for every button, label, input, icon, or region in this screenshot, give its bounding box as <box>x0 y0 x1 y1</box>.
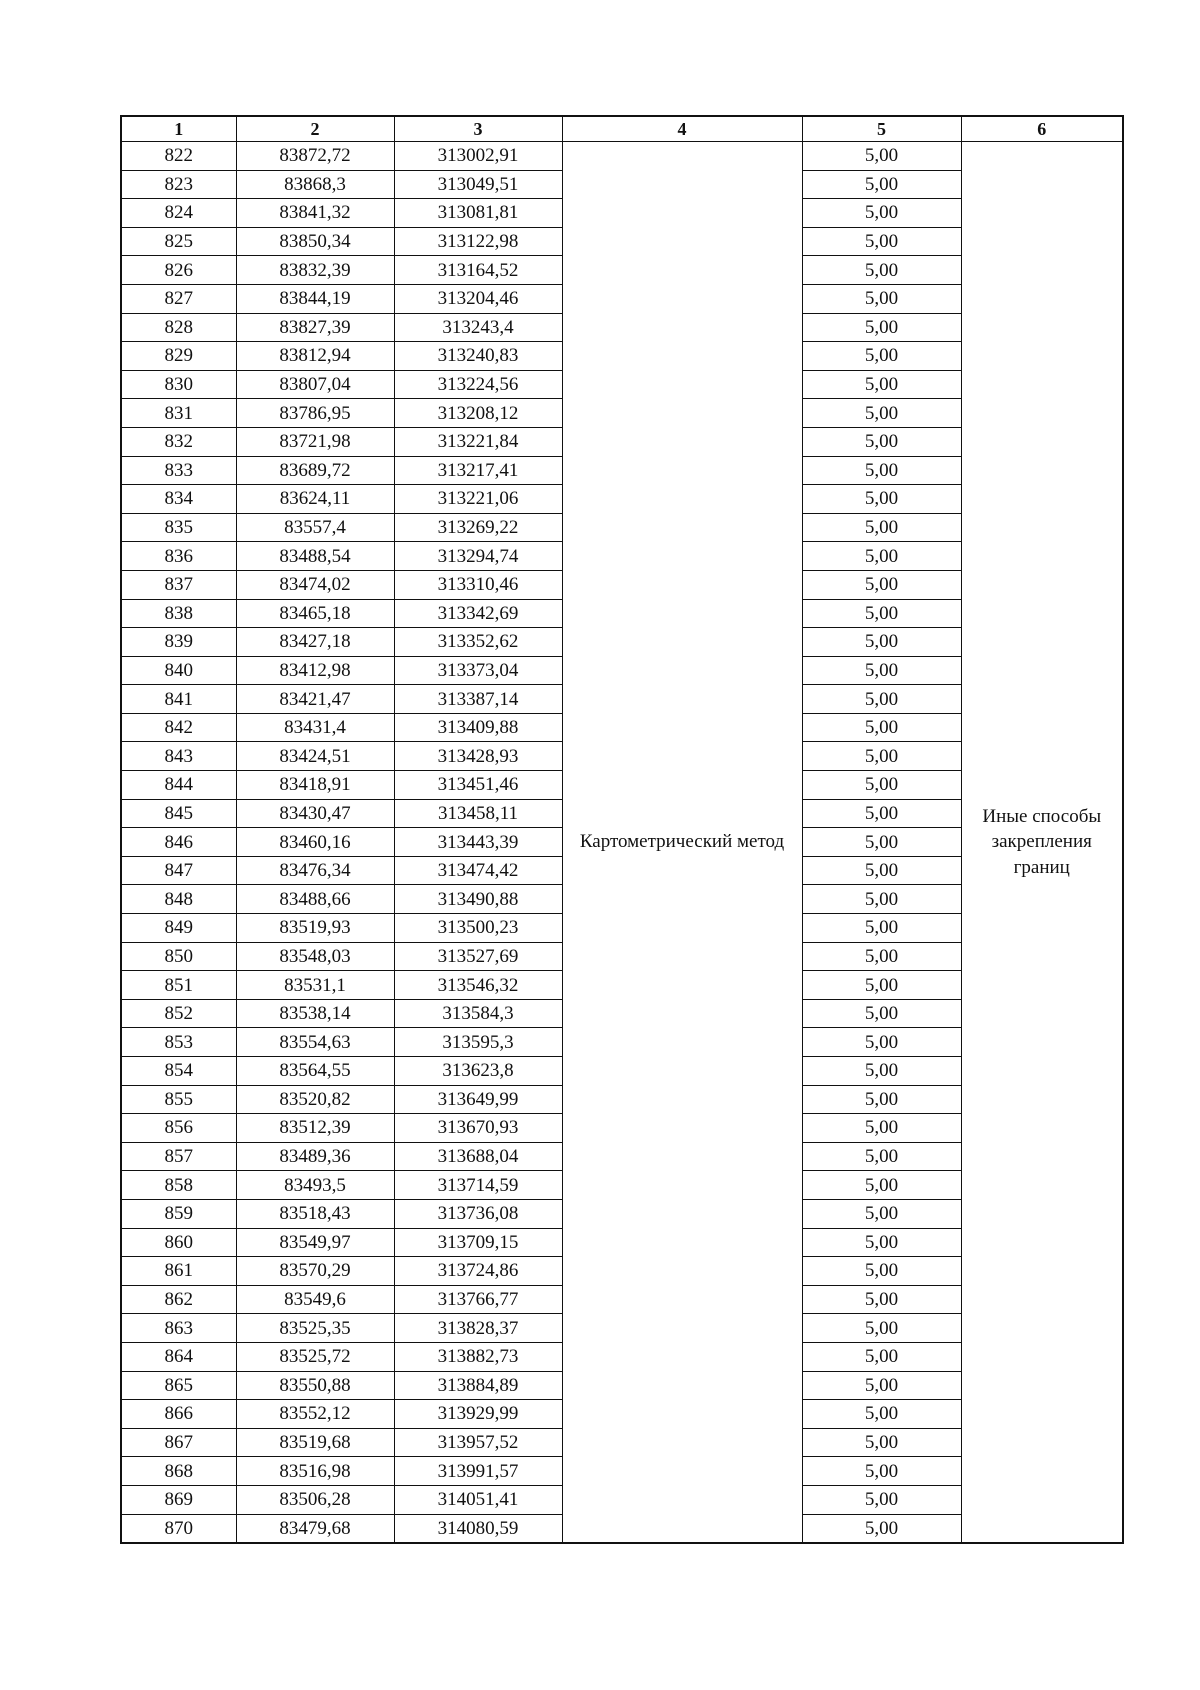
coord-x: 83516,98 <box>236 1457 394 1486</box>
point-number: 870 <box>121 1514 236 1543</box>
coord-x: 83412,98 <box>236 656 394 685</box>
coord-x: 83474,02 <box>236 570 394 599</box>
coord-x: 83512,39 <box>236 1114 394 1143</box>
coord-x: 83431,4 <box>236 713 394 742</box>
precision: 5,00 <box>802 1514 961 1543</box>
coord-y: 313310,46 <box>394 570 562 599</box>
coord-x: 83570,29 <box>236 1257 394 1286</box>
precision: 5,00 <box>802 370 961 399</box>
precision: 5,00 <box>802 856 961 885</box>
precision: 5,00 <box>802 1142 961 1171</box>
header-col-4: 4 <box>562 116 802 142</box>
header-col-5: 5 <box>802 116 961 142</box>
precision: 5,00 <box>802 513 961 542</box>
point-number: 850 <box>121 942 236 971</box>
coord-x: 83872,72 <box>236 142 394 171</box>
coord-y: 313081,81 <box>394 199 562 228</box>
coord-y: 313342,69 <box>394 599 562 628</box>
point-number: 856 <box>121 1114 236 1143</box>
precision: 5,00 <box>802 828 961 857</box>
coord-y: 313204,46 <box>394 284 562 313</box>
precision: 5,00 <box>802 1199 961 1228</box>
point-number: 840 <box>121 656 236 685</box>
header-col-2: 2 <box>236 116 394 142</box>
coord-x: 83557,4 <box>236 513 394 542</box>
point-number: 831 <box>121 399 236 428</box>
coord-y: 313294,74 <box>394 542 562 571</box>
coord-x: 83430,47 <box>236 799 394 828</box>
coord-x: 83721,98 <box>236 427 394 456</box>
precision: 5,00 <box>802 1171 961 1200</box>
coord-x: 83868,3 <box>236 170 394 199</box>
coord-y: 313474,42 <box>394 856 562 885</box>
precision: 5,00 <box>802 542 961 571</box>
coord-y: 313991,57 <box>394 1457 562 1486</box>
point-number: 839 <box>121 628 236 657</box>
point-number: 846 <box>121 828 236 857</box>
point-number: 836 <box>121 542 236 571</box>
coord-y: 313490,88 <box>394 885 562 914</box>
precision: 5,00 <box>802 170 961 199</box>
coordinates-table <box>120 115 1124 1544</box>
point-number: 868 <box>121 1457 236 1486</box>
point-number: 852 <box>121 999 236 1028</box>
point-number: 858 <box>121 1171 236 1200</box>
precision: 5,00 <box>802 656 961 685</box>
coord-y: 314051,41 <box>394 1485 562 1514</box>
coord-x: 83489,36 <box>236 1142 394 1171</box>
precision: 5,00 <box>802 570 961 599</box>
coord-y: 313595,3 <box>394 1028 562 1057</box>
coord-y: 313584,3 <box>394 999 562 1028</box>
coord-x: 83493,5 <box>236 1171 394 1200</box>
precision: 5,00 <box>802 1314 961 1343</box>
precision: 5,00 <box>802 456 961 485</box>
coord-x: 83564,55 <box>236 1057 394 1086</box>
coord-y: 313724,86 <box>394 1257 562 1286</box>
point-number: 866 <box>121 1400 236 1429</box>
fixing-method-text: Иные способы закрепления границ <box>982 805 1102 878</box>
point-number: 837 <box>121 570 236 599</box>
point-number: 823 <box>121 170 236 199</box>
coord-x: 83807,04 <box>236 370 394 399</box>
coord-x: 83518,43 <box>236 1199 394 1228</box>
coord-y: 313443,39 <box>394 828 562 857</box>
coord-x: 83827,39 <box>236 313 394 342</box>
precision: 5,00 <box>802 1285 961 1314</box>
point-number: 827 <box>121 284 236 313</box>
point-number: 867 <box>121 1428 236 1457</box>
precision: 5,00 <box>802 799 961 828</box>
coord-x: 83488,54 <box>236 542 394 571</box>
precision: 5,00 <box>802 1400 961 1429</box>
coord-y: 313527,69 <box>394 942 562 971</box>
point-number: 822 <box>121 142 236 171</box>
precision: 5,00 <box>802 485 961 514</box>
coord-y: 314080,59 <box>394 1514 562 1543</box>
point-number: 864 <box>121 1342 236 1371</box>
coord-x: 83548,03 <box>236 942 394 971</box>
precision: 5,00 <box>802 628 961 657</box>
coord-x: 83550,88 <box>236 1371 394 1400</box>
precision: 5,00 <box>802 227 961 256</box>
coord-x: 83549,6 <box>236 1285 394 1314</box>
header-col-6: 6 <box>961 116 1123 142</box>
precision: 5,00 <box>802 713 961 742</box>
coord-x: 83427,18 <box>236 628 394 657</box>
coord-y: 313387,14 <box>394 685 562 714</box>
precision: 5,00 <box>802 599 961 628</box>
point-number: 829 <box>121 342 236 371</box>
coord-x: 83624,11 <box>236 485 394 514</box>
point-number: 855 <box>121 1085 236 1114</box>
method-cell: Картометрический метод <box>562 142 802 1544</box>
point-number: 860 <box>121 1228 236 1257</box>
fixing-method-cell <box>961 142 1123 1544</box>
coord-x: 83488,66 <box>236 885 394 914</box>
coord-x: 83525,35 <box>236 1314 394 1343</box>
coord-y: 313352,62 <box>394 628 562 657</box>
precision: 5,00 <box>802 742 961 771</box>
point-number: 845 <box>121 799 236 828</box>
coord-y: 313224,56 <box>394 370 562 399</box>
coord-y: 313409,88 <box>394 713 562 742</box>
coord-y: 313221,06 <box>394 485 562 514</box>
coord-x: 83424,51 <box>236 742 394 771</box>
coord-y: 313373,04 <box>394 656 562 685</box>
coord-y: 313500,23 <box>394 914 562 943</box>
coord-y: 313458,11 <box>394 799 562 828</box>
coord-x: 83689,72 <box>236 456 394 485</box>
coord-y: 313546,32 <box>394 971 562 1000</box>
coord-x: 83506,28 <box>236 1485 394 1514</box>
precision: 5,00 <box>802 256 961 285</box>
precision: 5,00 <box>802 199 961 228</box>
precision: 5,00 <box>802 1057 961 1086</box>
point-number: 854 <box>121 1057 236 1086</box>
point-number: 859 <box>121 1199 236 1228</box>
coord-y: 313243,4 <box>394 313 562 342</box>
coord-y: 313208,12 <box>394 399 562 428</box>
point-number: 869 <box>121 1485 236 1514</box>
point-number: 849 <box>121 914 236 943</box>
point-number: 830 <box>121 370 236 399</box>
coord-y: 313766,77 <box>394 1285 562 1314</box>
point-number: 838 <box>121 599 236 628</box>
coord-y: 313714,59 <box>394 1171 562 1200</box>
point-number: 865 <box>121 1371 236 1400</box>
header-col-1: 1 <box>121 116 236 142</box>
coord-x: 83554,63 <box>236 1028 394 1057</box>
precision: 5,00 <box>802 399 961 428</box>
point-number: 824 <box>121 199 236 228</box>
coord-x: 83531,1 <box>236 971 394 1000</box>
coord-y: 313451,46 <box>394 771 562 800</box>
coord-y: 313670,93 <box>394 1114 562 1143</box>
coord-x: 83476,34 <box>236 856 394 885</box>
coord-y: 313882,73 <box>394 1342 562 1371</box>
precision: 5,00 <box>802 313 961 342</box>
precision: 5,00 <box>802 685 961 714</box>
precision: 5,00 <box>802 771 961 800</box>
coord-y: 313623,8 <box>394 1057 562 1086</box>
coord-y: 313688,04 <box>394 1142 562 1171</box>
precision: 5,00 <box>802 885 961 914</box>
table-body <box>121 142 1123 1544</box>
point-number: 835 <box>121 513 236 542</box>
precision: 5,00 <box>802 999 961 1028</box>
coord-x: 83479,68 <box>236 1514 394 1543</box>
coord-x: 83421,47 <box>236 685 394 714</box>
coord-x: 83786,95 <box>236 399 394 428</box>
point-number: 828 <box>121 313 236 342</box>
precision: 5,00 <box>802 1257 961 1286</box>
point-number: 834 <box>121 485 236 514</box>
precision: 5,00 <box>802 342 961 371</box>
point-number: 841 <box>121 685 236 714</box>
coord-x: 83418,91 <box>236 771 394 800</box>
coord-x: 83538,14 <box>236 999 394 1028</box>
point-number: 844 <box>121 771 236 800</box>
coord-y: 313929,99 <box>394 1400 562 1429</box>
coord-x: 83844,19 <box>236 284 394 313</box>
point-number: 857 <box>121 1142 236 1171</box>
coord-y: 313164,52 <box>394 256 562 285</box>
point-number: 842 <box>121 713 236 742</box>
coord-y: 313428,93 <box>394 742 562 771</box>
precision: 5,00 <box>802 1457 961 1486</box>
coord-y: 313049,51 <box>394 170 562 199</box>
precision: 5,00 <box>802 1028 961 1057</box>
precision: 5,00 <box>802 1114 961 1143</box>
point-number: 843 <box>121 742 236 771</box>
coord-y: 313957,52 <box>394 1428 562 1457</box>
precision: 5,00 <box>802 1085 961 1114</box>
point-number: 848 <box>121 885 236 914</box>
point-number: 832 <box>121 427 236 456</box>
coord-y: 313221,84 <box>394 427 562 456</box>
coord-x: 83549,97 <box>236 1228 394 1257</box>
coord-y: 313217,41 <box>394 456 562 485</box>
precision: 5,00 <box>802 942 961 971</box>
precision: 5,00 <box>802 1228 961 1257</box>
point-number: 833 <box>121 456 236 485</box>
precision: 5,00 <box>802 142 961 171</box>
coord-y: 313649,99 <box>394 1085 562 1114</box>
point-number: 853 <box>121 1028 236 1057</box>
coord-x: 83850,34 <box>236 227 394 256</box>
coord-y: 313736,08 <box>394 1199 562 1228</box>
point-number: 861 <box>121 1257 236 1286</box>
coord-x: 83465,18 <box>236 599 394 628</box>
coord-x: 83519,68 <box>236 1428 394 1457</box>
coord-x: 83460,16 <box>236 828 394 857</box>
table-header <box>121 116 1123 142</box>
point-number: 863 <box>121 1314 236 1343</box>
coord-y: 313709,15 <box>394 1228 562 1257</box>
precision: 5,00 <box>802 1371 961 1400</box>
point-number: 847 <box>121 856 236 885</box>
coord-x: 83525,72 <box>236 1342 394 1371</box>
point-number: 862 <box>121 1285 236 1314</box>
coord-y: 313884,89 <box>394 1371 562 1400</box>
coord-x: 83812,94 <box>236 342 394 371</box>
precision: 5,00 <box>802 1485 961 1514</box>
precision: 5,00 <box>802 427 961 456</box>
precision: 5,00 <box>802 1342 961 1371</box>
coord-y: 313122,98 <box>394 227 562 256</box>
precision: 5,00 <box>802 1428 961 1457</box>
coord-y: 313002,91 <box>394 142 562 171</box>
coord-x: 83832,39 <box>236 256 394 285</box>
point-number: 825 <box>121 227 236 256</box>
precision: 5,00 <box>802 971 961 1000</box>
point-number: 826 <box>121 256 236 285</box>
header-col-3: 3 <box>394 116 562 142</box>
coord-y: 313240,83 <box>394 342 562 371</box>
point-number: 851 <box>121 971 236 1000</box>
coord-x: 83552,12 <box>236 1400 394 1429</box>
coord-y: 313828,37 <box>394 1314 562 1343</box>
coord-x: 83520,82 <box>236 1085 394 1114</box>
precision: 5,00 <box>802 284 961 313</box>
precision: 5,00 <box>802 914 961 943</box>
coord-y: 313269,22 <box>394 513 562 542</box>
coord-x: 83519,93 <box>236 914 394 943</box>
table-row <box>121 142 1123 171</box>
coord-x: 83841,32 <box>236 199 394 228</box>
header-row <box>121 116 1123 142</box>
